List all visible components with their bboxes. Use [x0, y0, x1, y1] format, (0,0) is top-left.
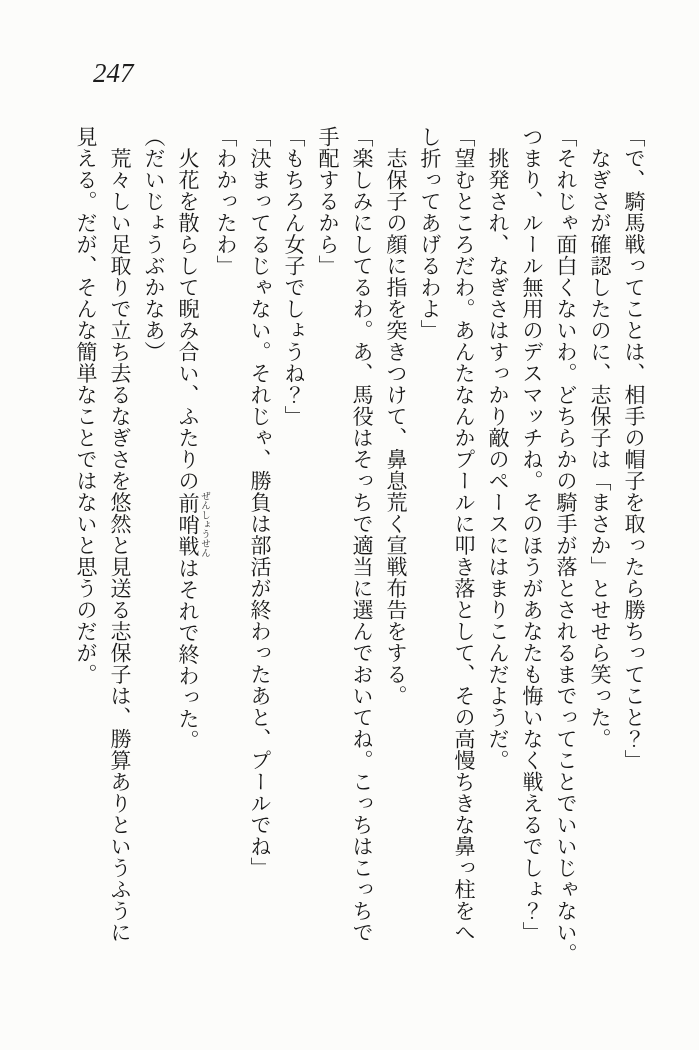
text-line-11: 「もちろん女子でしょうね？」: [282, 126, 306, 427]
text-line-10: 手配するから」: [316, 126, 340, 277]
vertical-text-block: [69, 126, 651, 1022]
text-line-5: 挑発され、なぎさはすっかり敵のペースにはまりこんだようだ。: [486, 126, 510, 771]
text-line-9: 「楽しみにしてるわ。あ、馬役はそっちで適当に選んでおいてね。こっちはこっちで: [350, 126, 374, 943]
text-line-14: [171, 126, 209, 1022]
text-line-15: （だいじょうぶかなあ）: [142, 126, 166, 363]
ruby-furigana: ぜんしょうせん: [199, 491, 209, 558]
ruby-base: 前哨戦: [176, 491, 200, 558]
text-line-16: 荒々しい足取りで立ち去るなぎさを悠然と見送る志保子は、勝算ありというふうに: [108, 126, 132, 943]
text-line-1: 「で、騎馬戦ってことは、相手の帽子を取ったら勝ちってこと？」: [622, 126, 646, 771]
text-line-8: 志保子の顔に指を突きつけて、鼻息荒く宣戦布告をする。: [384, 126, 408, 707]
text-line-14-post: はそれで終わった。: [176, 557, 200, 751]
text-line-6: 「望むところだわ。あんたなんかプールに叩き落として、その高慢ちきな鼻っ柱をへ: [452, 126, 476, 943]
text-line-7: し折ってあげるわよ」: [418, 126, 442, 341]
page-number: 247: [93, 58, 134, 88]
text-line-12: 「決まってるじゃない。それじゃ、勝負は部活が終わったあと、プールでね」: [248, 126, 272, 879]
text-line-2: なぎさが確認したのに、志保子は「まさか」とせせら笑った。: [588, 126, 612, 750]
ruby-zenshousen: [176, 491, 209, 558]
text-line-4: つまり、ルール無用のデスマッチね。そのほうがあなたも悔いなく戦えるでしょ？」: [520, 126, 544, 943]
text-line-14-pre: 火花を散らして睨み合い、ふたりの: [176, 126, 200, 492]
text-line-3: 「それじゃ面白くないわ。どちらかの騎手が落とされるまでってことでいいじゃない。: [554, 126, 578, 965]
text-line-17: 見える。だが、そんな簡単なことではないと思うのだが。: [74, 126, 98, 685]
text-line-13: 「わかったわ」: [214, 126, 238, 277]
